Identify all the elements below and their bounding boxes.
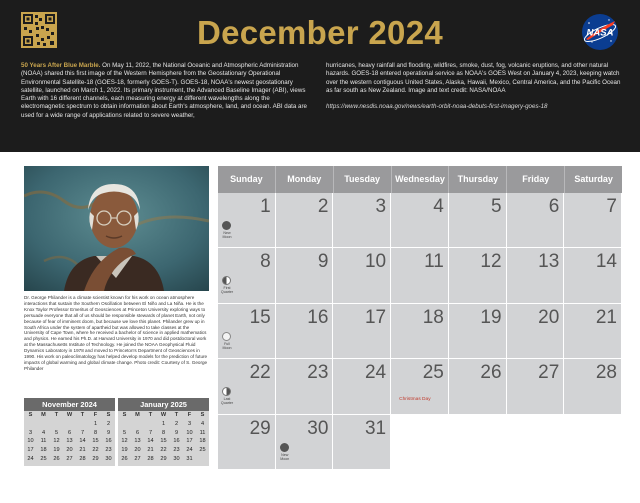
day-number: 11: [424, 251, 444, 273]
day-number: 24: [364, 362, 387, 384]
day-cell: [507, 304, 565, 359]
day-cell: [333, 304, 391, 359]
moon-phase-label: Full Moon: [222, 341, 232, 350]
mini-day: 5: [122, 429, 127, 436]
mini-day: 23: [173, 447, 180, 454]
day-cell: [449, 359, 507, 414]
mini-calendar-grid: [118, 411, 209, 463]
day-number: 1: [260, 196, 271, 217]
empty-day-cell: [564, 415, 622, 470]
day-cell: [218, 193, 276, 248]
mini-day: 2: [106, 421, 111, 428]
weekday-header-row: [218, 166, 622, 193]
day-number: 14: [595, 251, 617, 273]
day-number: 27: [538, 362, 560, 384]
image-description-right: [326, 62, 622, 111]
mini-day: 12: [53, 438, 60, 445]
mini-day: 10: [27, 438, 34, 445]
day-cell: [276, 193, 334, 248]
mini-day: 9: [174, 429, 179, 436]
mini-day: 30: [105, 455, 112, 462]
mini-dow: W: [66, 412, 73, 419]
day-cell: [333, 248, 391, 303]
day-number: 2: [317, 196, 329, 217]
description-text-right: hurricanes, heavy rainfall and flooding, wildfires, smoke, dust, fog, volcanic eruptions, and other natural hazards. GOES-18 entered operational service as NOAA's GOES West on January 4, 2023, keeping watch over the western contiguous United States, Alaska, Hawaii, Mexico, Central America, and the Pacific Ocean as far south as New Zealand. Image and text credit: NASA/NOAA: [326, 62, 621, 94]
mini-day: 6: [67, 429, 72, 436]
mini-day: 26: [53, 455, 60, 462]
mini-day: 21: [147, 447, 154, 454]
mini-day: 15: [160, 438, 167, 445]
day-cell: [333, 415, 391, 470]
moon-phase-label: New Moon: [280, 452, 290, 461]
weekday-header: Monday: [276, 166, 334, 193]
mini-day: [76, 420, 89, 429]
day-number: 12: [480, 251, 502, 273]
new-moon-icon: [222, 221, 231, 230]
day-number: 3: [375, 196, 387, 217]
mini-day: 26: [121, 455, 128, 462]
day-number: 29: [249, 417, 271, 439]
mini-dow: S: [106, 412, 111, 419]
day-number: 25: [422, 362, 444, 384]
day-cell: [218, 304, 276, 359]
mini-day: [144, 420, 157, 429]
mini-day: 16: [105, 438, 112, 445]
first-moon-icon: [222, 276, 231, 285]
day-cell: [564, 304, 622, 359]
mini-day: 9: [106, 429, 111, 436]
mini-day: 27: [66, 455, 73, 462]
mini-day: 4: [41, 429, 46, 436]
day-cell: [449, 304, 507, 359]
day-cell: [218, 248, 276, 303]
month-title: December 2024: [196, 14, 444, 51]
mini-day: 3: [187, 421, 192, 428]
mini-day: 11: [199, 429, 206, 436]
weekday-header: Tuesday: [334, 166, 392, 193]
mini-day: 19: [121, 447, 128, 454]
mini-day: 13: [66, 438, 73, 445]
day-number: 8: [260, 251, 271, 273]
day-number: 17: [364, 306, 387, 328]
mini-dow: M: [135, 412, 140, 419]
mini-calendar-grid: [24, 411, 115, 463]
description-lead: 50 Years After Blue Marble.: [21, 62, 101, 69]
image-description-left: [21, 62, 313, 120]
mini-day: 8: [161, 429, 166, 436]
moon-phase-label: New Moon: [222, 231, 232, 239]
day-number: 31: [364, 417, 387, 439]
mini-day: 29: [92, 455, 99, 462]
mini-calendar-january: [118, 398, 209, 466]
mini-day: 8: [93, 429, 98, 436]
mini-day: 30: [173, 455, 180, 462]
day-number: 7: [606, 196, 617, 217]
mini-day: 17: [27, 447, 34, 454]
day-cell: [276, 359, 334, 414]
day-cell: [564, 248, 622, 303]
mini-day: 23: [105, 447, 112, 454]
mini-day: 3: [28, 429, 33, 436]
source-url-link[interactable]: https://www.nesdis.noaa.gov/news/earth-orbit-noaa-debuts-first-imagery-goes-18: [326, 103, 548, 111]
mini-day: 14: [147, 438, 154, 445]
mini-dow: F: [93, 412, 98, 419]
day-number: 18: [422, 306, 444, 328]
mini-dow: M: [41, 412, 46, 419]
mini-day: 28: [147, 455, 154, 462]
day-cell: [507, 248, 565, 303]
day-number: 6: [548, 196, 560, 217]
day-cell: [391, 359, 449, 414]
mini-calendar-november: [24, 398, 115, 466]
empty-day-cell: [507, 415, 565, 470]
mini-day: 6: [135, 429, 140, 436]
mini-day: 12: [121, 438, 128, 445]
day-cell: [276, 248, 334, 303]
mini-day: 1: [93, 421, 98, 428]
nasa-meatball-logo: [580, 12, 620, 52]
mini-day: 27: [134, 455, 141, 462]
mini-day: 7: [148, 429, 153, 436]
mini-dow: S: [122, 412, 127, 419]
mini-day: 28: [79, 455, 86, 462]
day-cell: [276, 415, 334, 470]
day-number: 16: [307, 306, 329, 328]
mini-day: 24: [27, 455, 34, 462]
mini-day: 15: [92, 438, 99, 445]
day-cell: [218, 359, 276, 414]
mini-day: 2: [174, 421, 179, 428]
mini-day: 5: [54, 429, 59, 436]
day-number: 22: [249, 362, 271, 384]
weekday-header: Sunday: [218, 166, 276, 193]
mini-day: 14: [79, 438, 86, 445]
mini-day: 11: [40, 438, 47, 445]
day-number: 5: [490, 196, 502, 217]
day-number: 30: [307, 417, 329, 439]
day-cell: [507, 193, 565, 248]
mini-dow: W: [160, 412, 167, 419]
mini-day: 25: [199, 447, 206, 454]
day-cell: [564, 193, 622, 248]
mini-day: 22: [160, 447, 167, 454]
svg-text:NASA: NASA: [586, 27, 614, 39]
holiday-label: Christmas Day: [399, 397, 431, 403]
day-number: 4: [433, 196, 444, 217]
mini-calendar-title: January 2025: [118, 398, 209, 411]
day-cell: [276, 304, 334, 359]
empty-day-cell: [449, 415, 507, 470]
weekday-header: Thursday: [449, 166, 507, 193]
mini-calendar-title: November 2024: [24, 398, 115, 411]
mini-day: 29: [160, 455, 167, 462]
mini-day: [37, 420, 50, 429]
day-cell: [564, 359, 622, 414]
header-banner: [0, 0, 640, 152]
scientist-bio: Dr. George Philander is a climate scientist known for his work on ocean atmosphere interactions that sustain the Southern Oscillation between El Niño and La Niña. He is the Knox Taylor Professor Emeritus of Geosciences at Princeton University exploring ways to persuade everyone that all of us should be responsible stewards of planet Earth, not only because of fear of imminent doom, but because we love this planet. Philander grew up in South Africa under the system of apartheid but was allowed to take classes at the University of Cape Town, where he received a bachelor of science in applied mathematics and physics. He earned his Ph.D. at Harvard University in 1970 and did postdoctoral work at the Massachusetts Institute of Technology. He joined the NOAA Geophysical Fluid Dynamics Laboratory in 1978 and moved to Princeton's Department of Geosciences in 1990. His work on paleoclimatology has helped develop models for the prediction of future impacts of global warming and global climate change. Photo credit: Courtesy of S. George Philander: [24, 295, 208, 371]
mini-day: 18: [199, 438, 206, 445]
day-cell: [333, 359, 391, 414]
weekday-header: Saturday: [574, 174, 613, 184]
mini-dow: T: [174, 412, 179, 419]
day-cell: [333, 193, 391, 248]
mini-day: [50, 420, 63, 429]
day-number: 10: [364, 251, 387, 273]
mini-day: 31: [186, 455, 193, 462]
mini-day: 1: [161, 421, 166, 428]
day-number: 23: [307, 362, 329, 384]
full-moon-icon: [222, 332, 231, 341]
moon-phase-label: Last Quarter: [220, 397, 234, 406]
day-number: 19: [480, 306, 502, 328]
mini-dow: T: [54, 412, 59, 419]
weekday-header: Friday: [507, 166, 565, 193]
mini-day: 20: [134, 447, 141, 454]
last-moon-icon: [222, 387, 231, 396]
day-cell: [449, 248, 507, 303]
mini-day: [63, 420, 76, 429]
new-moon-icon: [280, 443, 289, 452]
mini-day: 25: [40, 455, 47, 462]
day-number: 21: [595, 306, 617, 328]
weekday-header: Wednesday: [392, 166, 450, 193]
day-number: 15: [249, 306, 271, 328]
mini-day: 20: [66, 447, 73, 454]
mini-day: 22: [92, 447, 99, 454]
mini-day: 16: [173, 438, 180, 445]
day-cells: [218, 193, 622, 470]
day-cell: [391, 193, 449, 248]
mini-day: 7: [80, 429, 85, 436]
day-cell: [449, 193, 507, 248]
moon-phase-label: First Quarter: [220, 286, 234, 295]
mini-day: 4: [200, 421, 205, 428]
mini-dow: F: [187, 412, 192, 419]
mini-day: [196, 454, 209, 463]
mini-day: [131, 420, 144, 429]
portrait-photo: [24, 166, 209, 291]
day-number: 28: [595, 362, 617, 384]
day-cell: [507, 359, 565, 414]
month-calendar-grid: [218, 166, 622, 470]
description-text-left: On May 11, 2022, the National Oceanic and Atmospheric Administration (NOAA) shared this first image of the Western Hemisphere from the Geostationary Operational Environmental Satellite-18 (GOES-18, formerly GOES-T). GOES-18, NOAA's newest geostationary satellite, launched on March 1, 2022. Its primary instrument, the Advanced Baseline Imager (ABI), views Earth with 16 different channels, each measuring energy at different wavelengths along the electromagnetic spectrum to obtain information about Earth's atmosphere, land, and ocean. ABI data are used for a wide range of applications related to severe weather,: [21, 62, 307, 119]
mini-dow: S: [28, 412, 33, 419]
day-number: 20: [538, 306, 560, 328]
empty-day-cell: [391, 415, 449, 470]
day-number: 13: [538, 251, 560, 273]
mini-day: 10: [186, 429, 193, 436]
mini-day: 18: [40, 447, 47, 454]
day-cell: [218, 415, 276, 470]
mini-day: [24, 420, 37, 429]
mini-day: 17: [186, 438, 193, 445]
day-number: 26: [480, 362, 502, 384]
mini-day: 19: [53, 447, 60, 454]
mini-dow: T: [80, 412, 85, 419]
day-cell: [391, 248, 449, 303]
mini-dow: S: [200, 412, 205, 419]
day-number: 9: [317, 251, 329, 273]
day-cell: [391, 304, 449, 359]
mini-dow: T: [148, 412, 153, 419]
mini-day: 21: [79, 447, 86, 454]
mini-day: 24: [186, 447, 193, 454]
mini-day: 13: [134, 438, 141, 445]
mini-day: [118, 420, 131, 429]
